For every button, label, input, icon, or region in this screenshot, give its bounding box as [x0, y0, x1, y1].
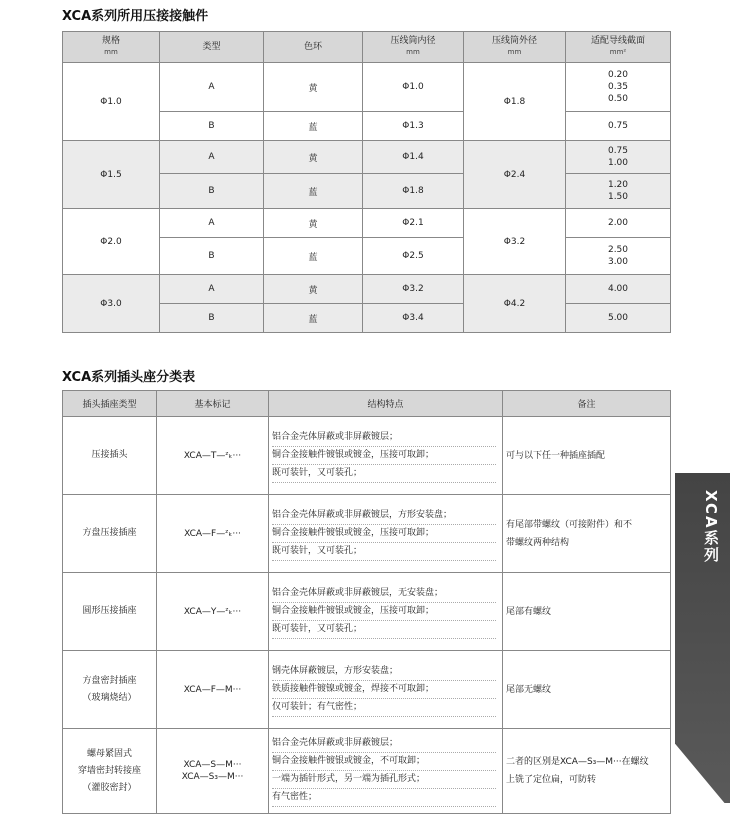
remark-cell: 尾部有螺纹 [503, 573, 671, 651]
col-header-structure: 结构特点 [269, 391, 503, 417]
color-cell: 黄 [264, 141, 363, 174]
structure-cell: 铝合金壳体屏蔽或非屏蔽镀层，无安装盘； 铜合金接触件镀银或镀金，压接可取卸； 既可装针，又可装孔； [269, 573, 503, 651]
inner-diameter-cell: Φ3.4 [363, 304, 464, 333]
remark-cell: 二者的区别是XCA—S₃—M···在螺纹 上铣了定位扁，可防转 [503, 729, 671, 814]
type-cell: B [160, 238, 264, 275]
col-header-spec: 规格 mm [63, 32, 160, 63]
wire-section-cell: 0.75 1.00 [566, 141, 671, 174]
table-row [63, 209, 671, 238]
col-header-connector-type: 插头插座类型 [63, 391, 157, 417]
wire-section-cell: 2.00 [566, 209, 671, 238]
table-row [63, 729, 671, 814]
type-cell: A [160, 63, 264, 112]
outer-diameter-cell: Φ3.2 [464, 209, 566, 275]
inner-diameter-cell: Φ1.8 [363, 174, 464, 209]
color-cell: 蓝 [264, 304, 363, 333]
inner-diameter-cell: Φ1.4 [363, 141, 464, 174]
basic-mark-cell: XCA—F—ᶻₖ··· [157, 495, 269, 573]
color-cell: 蓝 [264, 112, 363, 141]
color-cell: 黄 [264, 209, 363, 238]
wire-section-cell: 0.20 0.35 0.50 [566, 63, 671, 112]
color-cell: 黄 [264, 63, 363, 112]
outer-diameter-cell: Φ1.8 [464, 63, 566, 141]
col-header-outer-diameter: 压线筒外径 mm [464, 32, 566, 63]
table1-title: XCA系列所用压接接触件 [62, 9, 209, 24]
table-row [63, 417, 671, 495]
spec-cell: Φ1.0 [63, 63, 160, 141]
contact-spec-table [62, 31, 671, 333]
inner-diameter-cell: Φ2.1 [363, 209, 464, 238]
outer-diameter-cell: Φ4.2 [464, 275, 566, 333]
wire-section-cell: 1.20 1.50 [566, 174, 671, 209]
type-cell: B [160, 304, 264, 333]
table2-title: XCA系列插头座分类表 [62, 370, 196, 385]
wire-section-cell: 0.75 [566, 112, 671, 141]
col-header-type: 类型 [160, 32, 264, 63]
color-cell: 蓝 [264, 174, 363, 209]
table2-header-row [63, 391, 671, 417]
type-cell: A [160, 209, 264, 238]
color-cell: 黄 [264, 275, 363, 304]
spec-cell: Φ2.0 [63, 209, 160, 275]
inner-diameter-cell: Φ2.5 [363, 238, 464, 275]
remark-cell: 有尾部带螺纹（可接附件）和不 带螺纹两种结构 [503, 495, 671, 573]
type-cell: B [160, 174, 264, 209]
connector-classification-table [62, 390, 671, 814]
connector-type-cell: 方盘压接插座 [63, 495, 157, 573]
connector-type-cell: 圆形压接插座 [63, 573, 157, 651]
color-cell: 蓝 [264, 238, 363, 275]
type-cell: A [160, 141, 264, 174]
basic-mark-cell: XCA—S—M··· XCA—S₃—M··· [157, 729, 269, 814]
col-header-color-ring: 色环 [264, 32, 363, 63]
wire-section-cell: 4.00 [566, 275, 671, 304]
col-header-wire-section: 适配导线截面 mm² [566, 32, 671, 63]
col-header-inner-diameter: 压线筒内径 mm [363, 32, 464, 63]
table-row [63, 275, 671, 304]
remark-cell: 可与以下任一种插座插配 [503, 417, 671, 495]
col-header-basic-mark: 基本标记 [157, 391, 269, 417]
connector-type-cell: 压接插头 [63, 417, 157, 495]
structure-cell: 铝合金壳体屏蔽或非屏蔽镀层； 铜合金接触件镀银或镀金，压接可取卸； 既可装针，又可装孔； [269, 417, 503, 495]
table-row [63, 651, 671, 729]
inner-diameter-cell: Φ1.3 [363, 112, 464, 141]
basic-mark-cell: XCA—Y—ᶻₖ··· [157, 573, 269, 651]
series-side-tab-label: XCA系列 [702, 490, 720, 564]
spec-cell: Φ3.0 [63, 275, 160, 333]
table-row [63, 573, 671, 651]
inner-diameter-cell: Φ1.0 [363, 63, 464, 112]
structure-cell: 钢壳体屏蔽镀层，方形安装盘； 铁质接触件镀镍或镀金，焊接不可取卸； 仅可装针；有气密性； [269, 651, 503, 729]
remark-cell: 尾部无螺纹 [503, 651, 671, 729]
table-row [63, 495, 671, 573]
structure-cell: 铝合金壳体屏蔽或非屏蔽镀层，方形安装盘； 铜合金接触件镀银或镀金，压接可取卸； 既可装针，又可装孔； [269, 495, 503, 573]
table-row [63, 63, 671, 112]
type-cell: A [160, 275, 264, 304]
connector-type-cell: 螺母紧固式 穿墙密封转接座 （灌胶密封） [63, 729, 157, 814]
connector-type-cell: 方盘密封插座 （玻璃烧结） [63, 651, 157, 729]
structure-cell: 铝合金壳体屏蔽或非屏蔽镀层； 铜合金接触件镀银或镀金，不可取卸； 一端为插针形式，另一端为插孔形式； 有气密性； [269, 729, 503, 814]
outer-diameter-cell: Φ2.4 [464, 141, 566, 209]
table1-header-row [63, 32, 671, 63]
wire-section-cell: 2.50 3.00 [566, 238, 671, 275]
wire-section-cell: 5.00 [566, 304, 671, 333]
basic-mark-cell: XCA—F—M··· [157, 651, 269, 729]
spec-cell: Φ1.5 [63, 141, 160, 209]
table-row [63, 141, 671, 174]
inner-diameter-cell: Φ3.2 [363, 275, 464, 304]
col-header-remark: 备注 [503, 391, 671, 417]
type-cell: B [160, 112, 264, 141]
basic-mark-cell: XCA—T—ᶻₖ··· [157, 417, 269, 495]
